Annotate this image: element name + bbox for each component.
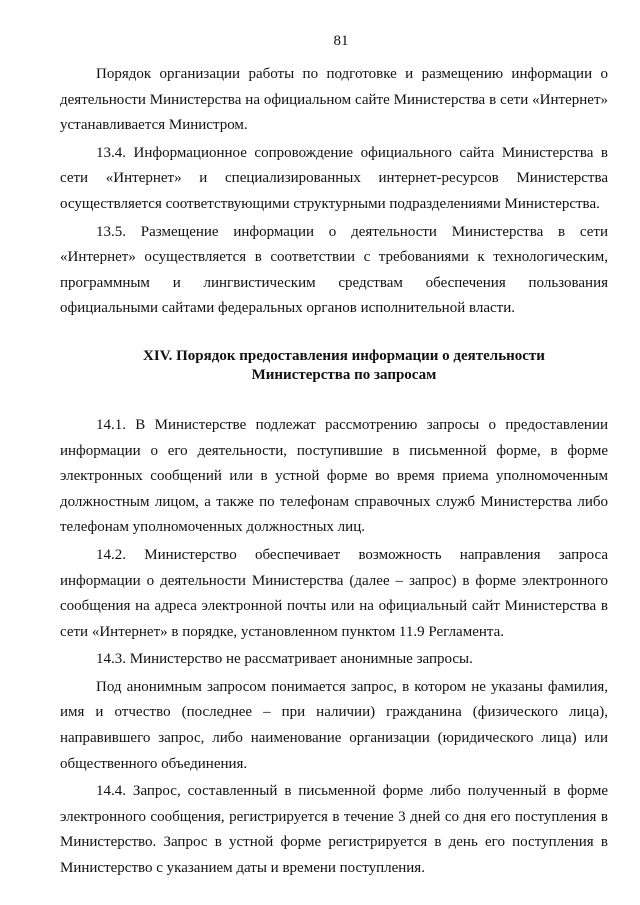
- paragraph-portal-procedure: Порядок организации работы по подготовке и размещению информации о деятельности Министерства на официальном сайте Министерства в сети «Интернет» устанавливается Министром.: [60, 66, 608, 134]
- paragraph-14-1: 14.1. В Министерстве подлежат рассмотрению запросы о предоставлении информации о его деятельности, поступившие в письменной форме, в форме электронных сообщений или в устной форме во время приема уполномоченным должностным лицом, а также по телефонам справочных служб Министерства либо телефонам уполномоченных должностных лиц.: [60, 416, 608, 536]
- paragraph-14-2: 14.2. Министерство обеспечивает возможность направления запроса информации о деятельности Министерства (далее – запрос) в форме электронного сообщения на адреса электронной почты или на официальный сайт Министерства в сети «Интернет» в порядке, установленном пунктом 11.9 Регламента.: [60, 546, 608, 640]
- paragraph-14-4: 14.4. Запрос, составленный в письменной форме либо полученный в форме электронного сообщения, регистрируется в течение 3 дней со дня его поступления в Министерство. Запрос в устной форме регистрируется в день его поступления в Министерство с указанием даты и времени поступления.: [60, 783, 608, 877]
- paragraph-anonymous-definition: Под анонимным запросом понимается запрос, в котором не указаны фамилия, имя и отчество (последнее – при наличии) гражданина (физического лица), направившего запрос, либо наименование организации (юридического лица) или общественного объединения.: [60, 678, 608, 772]
- section-heading-line-1: XIV. Порядок предоставления информации о деятельности: [143, 347, 545, 364]
- paragraph-13-5: 13.5. Размещение информации о деятельности Министерства в сети «Интернет» осуществляется в соответствии с требованиями к технологическим, программным и лингвистическим средствам обеспечения пользования официальными сайтами федеральных органов исполнительной власти.: [60, 223, 608, 317]
- section-heading-line-2: Министерства по запросам: [251, 366, 437, 383]
- paragraph-13-4: 13.4. Информационное сопровождение официального сайта Министерства в сети «Интернет» и специализированных интернет-ресурсов Министерства осуществляется соответствующими структурными подразделениями Министерства.: [60, 144, 608, 212]
- paragraph-14-3: 14.3. Министерство не рассматривает анонимные запросы.: [96, 651, 473, 668]
- section-heading: [60, 347, 608, 385]
- page-number: 81: [333, 33, 349, 49]
